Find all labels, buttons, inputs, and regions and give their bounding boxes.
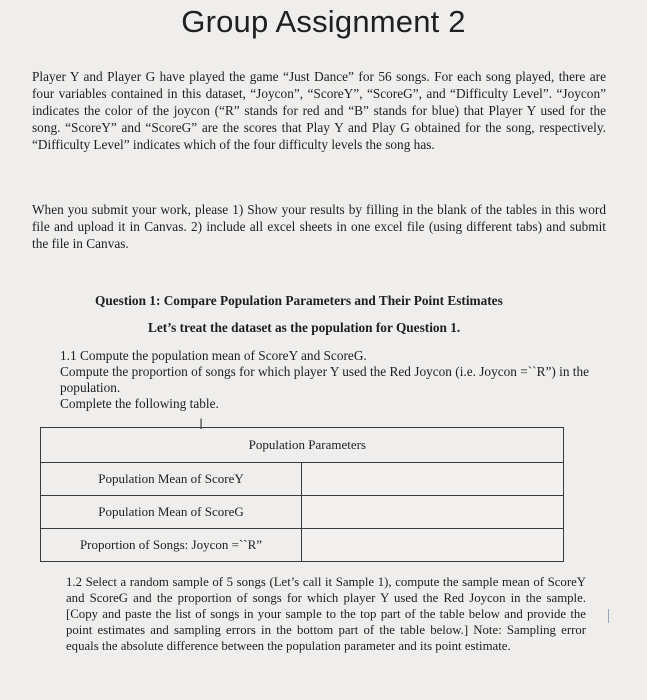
submission-instructions: When you submit your work, please 1) Show your results by filling in the blank of the tables in this word file and upload it in Canvas. 2) include all excel sheets in one excel file (using different tabs) and submit the file in Canvas. [32, 202, 606, 251]
text-cursor-icon: I [199, 417, 204, 433]
cell-mean-scoreg[interactable] [302, 496, 564, 529]
table-row [41, 529, 564, 562]
row-label-mean-scorey: Population Mean of ScoreY [41, 463, 302, 496]
q11-line-1: 1.1 Compute the population mean of ScoreY and ScoreG. [60, 348, 367, 363]
question-1-heading: Question 1: Compare Population Parameters and Their Point Estimates [95, 293, 503, 308]
cell-mean-scorey[interactable] [302, 463, 564, 496]
table-row [41, 463, 564, 496]
table-header-row [41, 428, 564, 463]
row-label-proportion-red: Proportion of Songs: Joycon =``R” [41, 529, 302, 562]
document-title: Group Assignment 2 [181, 4, 466, 39]
table-row [41, 496, 564, 529]
text-caret [608, 609, 609, 623]
population-parameters-table [40, 427, 564, 562]
cell-proportion-red[interactable] [302, 529, 564, 562]
row-label-mean-scoreg: Population Mean of ScoreG [41, 496, 302, 529]
table-header: Population Parameters [41, 428, 564, 463]
intro-paragraph: Player Y and Player G have played the game “Just Dance” for 56 songs. For each song played, there are four variables contained in this dataset, “Joycon”, “ScoreY”, “ScoreG”, and “Difficulty Level”. “Joycon” indicates the color of the joycon (“R” stands for red and “B” stands for blue) that Player Y used for the song. “ScoreY” and “ScoreG” are the scores that Play Y and Play G obtained for the song, respectively. “Difficulty Level” indicates which of the four difficulty levels the song has. [32, 69, 606, 152]
q11-line-2: Compute the proportion of songs for which player Y used the Red Joycon (i.e. Joycon =``R”) in the population. [60, 364, 590, 395]
question-1-2-text: 1.2 Select a random sample of 5 songs (Let’s call it Sample 1), compute the sample mean of ScoreY and ScoreG and the proportion of songs for which player Y used the Red Joycon in the sample. [Copy and paste the list of songs in your sample to the top part of the table below and provide the point estimates and sampling errors in the bottom part of the table below.] Note: Sampling error equals the absolute difference between the population parameter and its point estimate. [66, 575, 586, 653]
q11-line-3: Complete the following table. [60, 396, 219, 411]
question-1-subheading: Let’s treat the dataset as the population for Question 1. [148, 320, 461, 335]
question-1-1-text [60, 348, 610, 412]
